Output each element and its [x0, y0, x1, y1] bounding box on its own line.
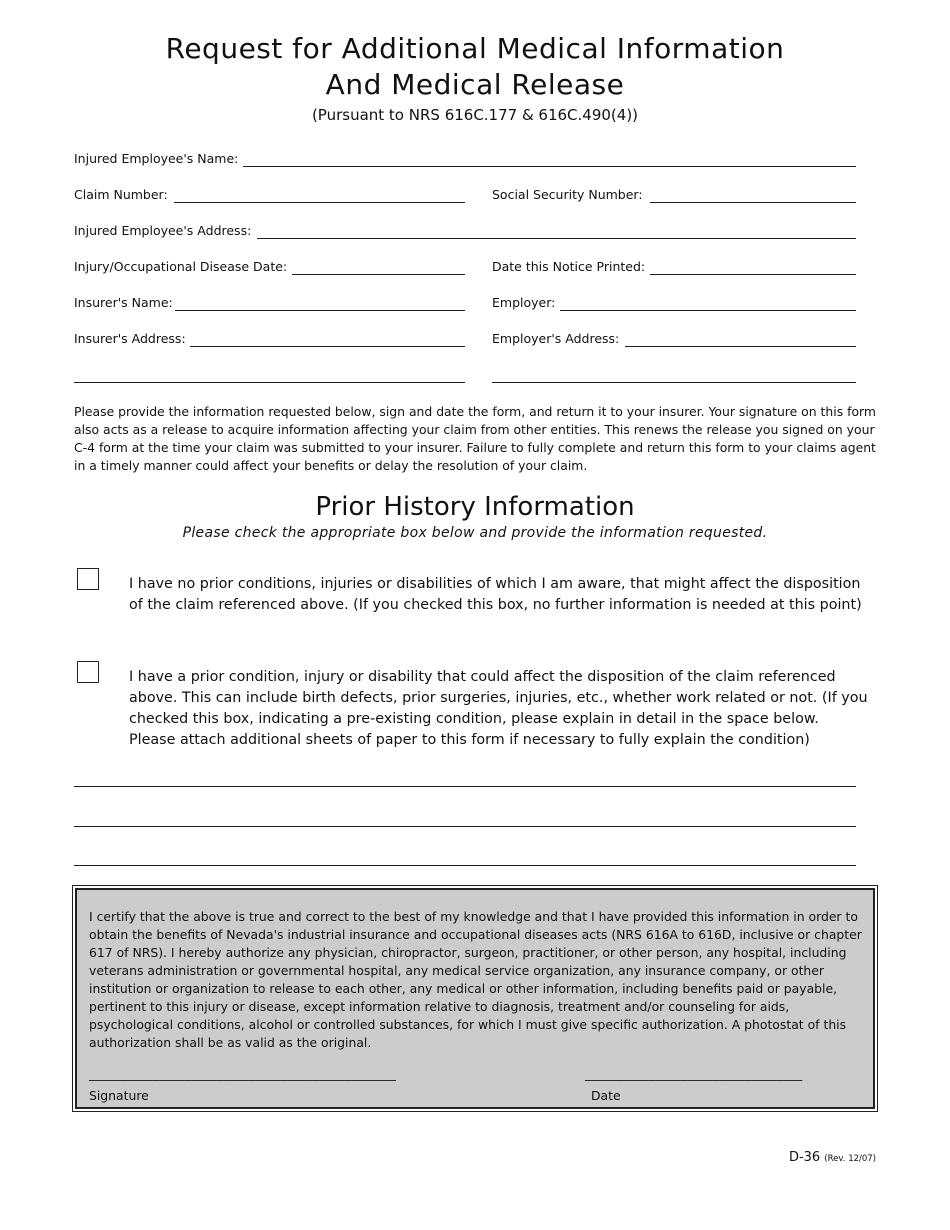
notice-date-label: Date this Notice Printed:: [492, 259, 646, 274]
no-prior-condition-checkbox[interactable]: [77, 568, 99, 590]
form-title-line-2: And Medical Release: [325, 68, 625, 101]
explanation-line-1[interactable]: [74, 786, 856, 787]
employer-label: Employer:: [492, 295, 556, 310]
prior-history-title: Prior History Information: [315, 492, 635, 522]
explanation-line-3[interactable]: [74, 865, 856, 866]
claim-number-field[interactable]: [174, 202, 465, 203]
employee-name-label: Injured Employee's Name:: [74, 151, 239, 166]
insurer-address-line-2[interactable]: [74, 382, 465, 383]
certification-panel: [75, 888, 875, 1109]
ssn-field[interactable]: [650, 202, 856, 203]
date-label: Date: [591, 1088, 621, 1103]
form-title-line-1: Request for Additional Medical Information: [165, 32, 785, 65]
employee-name-field[interactable]: [243, 166, 856, 167]
form-number-code: D-36: [788, 1150, 821, 1165]
insurer-name-label: Insurer's Name:: [74, 295, 173, 310]
employer-address-line-2[interactable]: [492, 382, 856, 383]
insurer-address-label: Insurer's Address:: [74, 331, 186, 346]
form-revision: (Rev. 12/07): [824, 1154, 876, 1164]
explanation-line-2[interactable]: [74, 826, 856, 827]
instructions-paragraph: Please provide the information requested below, sign and date the form, and return it to your insurer. Your signature on this form also acts as a release to acquire information affecting your claim from other entities. This renews the release you signed on your C-4 form at the time your claim was submitted to your insurer. Failure to fully complete and return this form to your claims agent in a timely manner could affect your benefits or delay the resolution of your claim.: [74, 404, 876, 473]
insurer-name-field[interactable]: [175, 310, 465, 311]
injury-date-field[interactable]: [292, 274, 465, 275]
ssn-label: Social Security Number:: [492, 187, 643, 202]
employee-address-label: Injured Employee's Address:: [74, 223, 252, 238]
form-subtitle: (Pursuant to NRS 616C.177 & 616C.490(4)): [311, 106, 639, 124]
employer-address-label: Employer's Address:: [492, 331, 620, 346]
insurer-address-field[interactable]: [190, 346, 465, 347]
certification-text: I certify that the above is true and correct to the best of my knowledge and that I have provided this information in order to obtain the benefits of Nevada's industrial insurance and occupational diseases acts (NRS 616A to 616D, inclusive or chapter 617 of NRS). I hereby authorize any physician, chiropractor, surgeon, practitioner, or other person, any hospital, including veterans administration or governmental hospital, any medical service organization, any insurance company, or other institution or organization to release to each other, any medical or other information, including benefits paid or payable, pertinent to this injury or disease, except information relative to diagnosis, treatment and/or counseling for aids, psychological conditions, alcohol or controlled substances, for which I must give specific authorization. A photostat of this authorization shall be as valid as the original.: [89, 909, 862, 1050]
injury-date-label: Injury/Occupational Disease Date:: [74, 259, 288, 274]
employee-address-field[interactable]: [257, 238, 856, 239]
no-prior-condition-text: I have no prior conditions, injuries or disabilities of which I am aware, that might affect the disposition of the claim referenced above. (If you checked this box, no further information is needed at this point): [129, 576, 862, 613]
prior-history-subtitle: Please check the appropriate box below and provide the information requested.: [182, 525, 768, 541]
signature-label: Signature: [89, 1088, 149, 1103]
prior-condition-text: I have a prior condition, injury or disability that could affect the disposition of the claim referenced above. This can include birth defects, prior surgeries, injuries, etc., whether work related or not. (If you checked this box, indicating a pre-existing condition, please explain in detail in the space below. Please attach additional sheets of paper to this form if necessary to fully explain the condition): [129, 669, 868, 748]
form-number: [789, 1150, 876, 1165]
notice-date-field[interactable]: [650, 274, 856, 275]
claim-number-label: Claim Number:: [74, 187, 168, 202]
certification-box: [72, 885, 878, 1112]
employer-field[interactable]: [560, 310, 856, 311]
signature-line[interactable]: ________________________________________________: [89, 1066, 396, 1081]
date-line[interactable]: __________________________________: [585, 1066, 803, 1081]
employer-address-field[interactable]: [625, 346, 856, 347]
prior-condition-checkbox[interactable]: [77, 661, 99, 683]
